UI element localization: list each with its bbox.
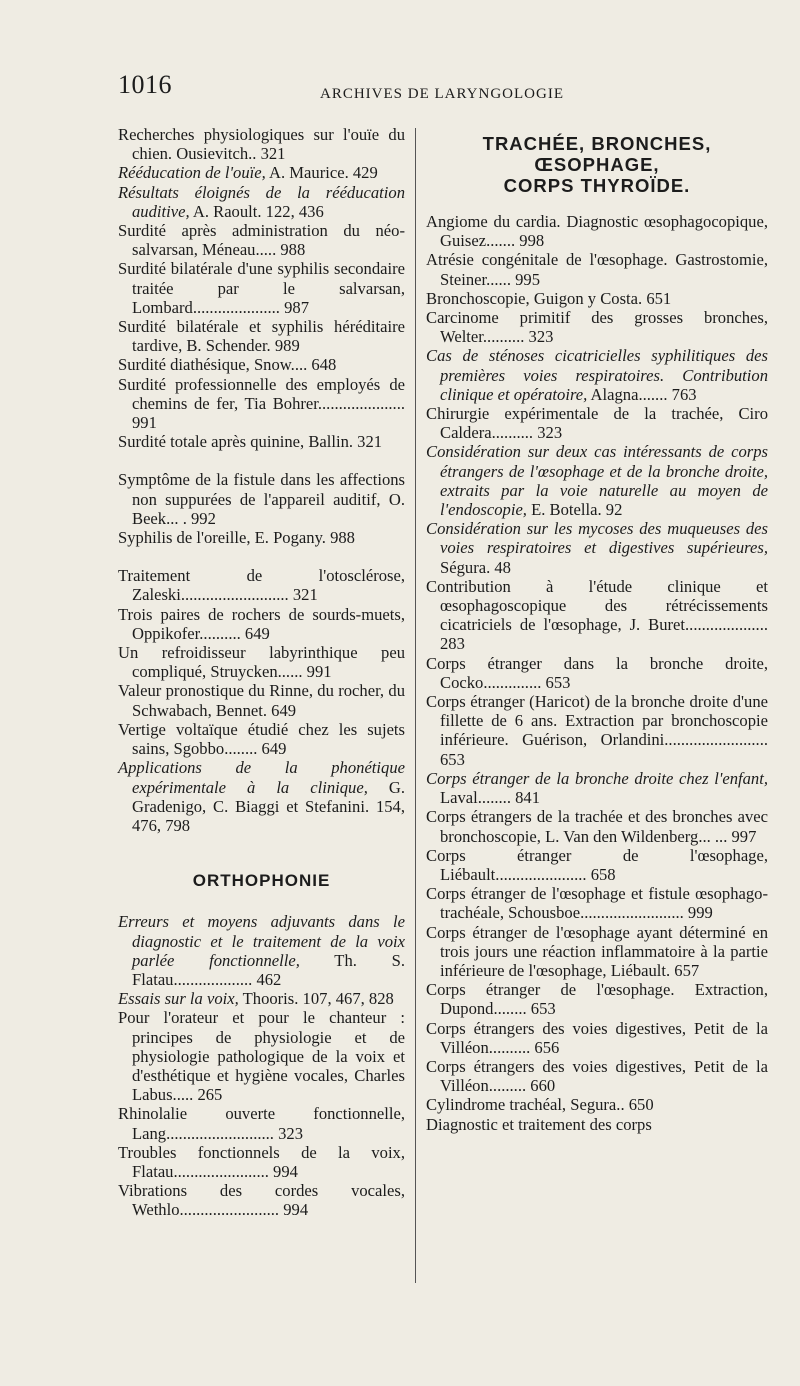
- entry-text: Corps étranger (Haricot) de la bronche droite d'une fillette de 6 ans. Extraction par bronchoscopie inférieure. Guérison, Orlandini.........................: [426, 692, 768, 750]
- section-title-line: TRACHÉE, BRONCHES,: [482, 133, 712, 154]
- entry-text: Corps étranger de l'œsophage ayant déterminé en trois jours une réaction inflammatoire à la partie inférieure de l'œsophage, Liébault.: [426, 922, 768, 980]
- index-entry: [426, 346, 768, 404]
- entry-page: 321: [288, 585, 318, 605]
- entry-page: 429: [348, 163, 378, 183]
- entry-text: Alagna.......: [587, 384, 668, 404]
- entry-text: Vertige voltaïque étudié chez les sujets sains, Sgobbo........: [118, 719, 405, 759]
- index-entry: [426, 1019, 768, 1057]
- index-entry: [118, 125, 405, 163]
- entry-text: Bronchoscopie, Guigon y Costa.: [426, 288, 643, 308]
- entry-text: Surdité après administration du néo-salvarsan, Méneau.....: [118, 221, 405, 260]
- entry-page: 649: [267, 700, 297, 720]
- entry-text: A. Raoult.: [189, 201, 262, 221]
- entry-text: Carcinome primitif des grosses bronches, Welter..........: [426, 308, 768, 347]
- entry-page: 999: [683, 903, 713, 923]
- entry-page: 122, 436: [261, 201, 324, 221]
- entry-title: Considération sur deux cas intéressants de corps étrangers de l'œsophage et de la bronche droite, extraits par la voie naturelle au moyen de l'endoscopie,: [426, 442, 768, 520]
- column-divider: [415, 128, 416, 1283]
- entry-title: Corps étranger de la bronche droite chez l'enfant,: [426, 768, 768, 788]
- entry-text: Surdité totale après quinine, Ballin.: [118, 432, 354, 452]
- index-entry: [426, 923, 768, 981]
- index-entry: [118, 259, 405, 317]
- index-entry: [426, 1115, 768, 1134]
- entry-page: 265: [193, 1085, 223, 1105]
- index-entry: [118, 355, 405, 374]
- index-entry: [118, 1143, 405, 1181]
- entry-page: 987: [279, 297, 309, 317]
- entry-page: 323: [273, 1123, 304, 1143]
- entry-page: 648: [307, 355, 337, 375]
- index-entry: [426, 519, 768, 577]
- entry-page: 989: [270, 336, 300, 356]
- entry-text: Thooris.: [238, 989, 299, 1009]
- entry-page: 991: [302, 662, 332, 682]
- index-entry: [118, 912, 405, 989]
- index-entry: [118, 317, 405, 355]
- index-entry: [118, 566, 405, 604]
- entry-page: 657: [670, 960, 700, 980]
- entry-page: 995: [510, 269, 541, 289]
- index-entry: [118, 643, 405, 681]
- right-entries: [426, 212, 768, 1134]
- entry-text: Traitement de l'otosclérose, Zaleski..........................: [118, 566, 405, 605]
- index-entry: [426, 308, 768, 346]
- entry-page: 988: [325, 528, 355, 548]
- entry-text: Atrésie congénitale de l'œsophage. Gastrostomie, Steiner......: [426, 250, 768, 289]
- left-entries-after: [118, 912, 405, 1219]
- entry-text: Trois paires de rochers de sourds-muets, Oppikofer..........: [118, 604, 405, 643]
- entry-title: Considération sur les mycoses des muqueuses des voies respiratoires et digestives supérieures,: [426, 519, 768, 558]
- entry-text: Contribution à l'étude clinique et œsophagoscopique des rétrécissements cicatriciels de l'œsophage, J. Buret....................: [426, 576, 768, 635]
- entry-text: Surdité professionnelle des employés de chemins de fer, Tia Bohrer.....................: [118, 374, 405, 413]
- index-entry: [118, 720, 405, 758]
- index-entry: [426, 1095, 768, 1114]
- index-entry: [118, 1008, 405, 1104]
- entry-page: 283: [440, 634, 465, 654]
- entry-page: 321: [353, 432, 383, 452]
- section-title-orthophonie: ORTHOPHONIE: [192, 871, 331, 891]
- entry-page: 650: [624, 1095, 654, 1115]
- index-entry: [426, 769, 768, 807]
- entry-text: Surdité diathésique, Snow....: [118, 355, 308, 375]
- entry-page: 992: [186, 508, 216, 528]
- entry-page: 660: [526, 1076, 556, 1096]
- entry-page: 651: [642, 288, 672, 308]
- entry-text: Corps étranger dans la bronche droite, Cocko..............: [426, 653, 768, 692]
- entry-page: 988: [276, 240, 306, 260]
- entry-title: Résultats éloignés de la rééducation auditive,: [118, 182, 405, 221]
- index-entry: [118, 1104, 405, 1142]
- index-entry: [118, 1181, 405, 1219]
- index-entry: [426, 654, 768, 692]
- entry-text: Pour l'orateur et pour le chanteur : principes de physiologie et de physiologie pathologique de la voix et d'esthétique et hygiène vocales, Charles Labus.....: [118, 1008, 405, 1105]
- entry-text: Rhinolalie ouverte fonctionnelle, Lang..........................: [118, 1104, 405, 1143]
- entry-text: Angiome du cardia. Diagnostic œsophagocopique, Guisez.......: [426, 212, 768, 251]
- entry-text: Ségura.: [440, 557, 491, 577]
- entry-text: Vibrations des cordes vocales, Wethlo........................: [118, 1181, 405, 1220]
- index-entry: [426, 212, 768, 250]
- left-column: [118, 125, 405, 1220]
- running-head: ARCHIVES DE LARYNGOLOGIE: [320, 86, 564, 102]
- index-entry: [118, 221, 405, 259]
- page-number: 1016: [118, 70, 172, 99]
- index-entry: [118, 183, 405, 221]
- right-column: [426, 125, 768, 1134]
- entry-text: Cylindrome trachéal, Segura..: [426, 1095, 625, 1115]
- entry-text: Symptôme de la fistule dans les affections non suppurées de l'appareil auditif, O. Beek... .: [118, 470, 405, 528]
- index-entry: [118, 605, 405, 643]
- entry-text: Th. S. Flatau...................: [132, 950, 405, 989]
- index-entry: [118, 989, 405, 1008]
- entry-text: Syphilis de l'oreille, E. Pogany.: [118, 528, 326, 548]
- index-entry: [118, 758, 405, 835]
- entry-text: Corps étrangers des voies digestives, Petit de la Villéon.........: [426, 1056, 768, 1096]
- entry-title: Applications de la phonétique expérimentale à la clinique,: [118, 758, 405, 797]
- entry-title: Erreurs et moyens adjuvants dans le diagnostic et le traitement de la voix parlée fonctionnelle,: [118, 912, 405, 970]
- entry-page: 991: [132, 413, 157, 433]
- entry-text: G. Gradenigo, C. Biaggi et Stefanini.: [132, 777, 405, 816]
- entry-page: 653: [541, 672, 571, 692]
- index-entry: [118, 163, 405, 182]
- entry-text: Recherches physiologiques sur l'ouïe du chien. Ousievitch..: [118, 125, 405, 164]
- index-entry: [118, 681, 405, 719]
- entry-page: 154, 476, 798: [132, 796, 406, 835]
- entry-page: 649: [240, 623, 270, 643]
- entry-text: Troubles fonctionnels de la voix, Flatau.......................: [118, 1142, 405, 1181]
- index-entry: [426, 980, 768, 1018]
- entry-text: Corps étranger de l'œsophage, Liébault......................: [426, 845, 768, 884]
- entry-page: 763: [667, 384, 697, 404]
- entry-text: Chirurgie expérimentale de la trachée, Ciro Caldera..........: [426, 404, 768, 443]
- entry-page: 323: [533, 423, 563, 443]
- entry-page: 653: [440, 749, 465, 769]
- entry-page: 994: [268, 1161, 298, 1181]
- section-title-line: ŒSOPHAGE,: [534, 154, 660, 175]
- index-entry: [426, 807, 768, 845]
- entry-text: Valeur pronostique du Rinne, du rocher, du Schwabach, Bennet.: [118, 681, 405, 720]
- entry-title: Rééducation de l'ouïe,: [118, 163, 266, 183]
- section-title-trachee: [426, 133, 768, 196]
- entry-text: Surdité bilatérale et syphilis héréditaire tardive, B. Schender.: [118, 317, 405, 356]
- index-entry: [426, 846, 768, 884]
- section-title-line: CORPS THYROÏDE.: [503, 175, 691, 196]
- index-entry: [426, 577, 768, 654]
- entry-page: 994: [279, 1200, 309, 1220]
- index-entry: [426, 692, 768, 769]
- entry-page: 653: [526, 999, 556, 1019]
- index-entry: [426, 442, 768, 519]
- index-entry: [426, 884, 768, 922]
- index-entry: [426, 289, 768, 308]
- index-entry: [118, 375, 405, 433]
- entry-text: Un refroidisseur labyrinthique peu compliqué, Struycken......: [118, 643, 405, 682]
- entry-page: 649: [257, 739, 287, 759]
- index-entry: [426, 404, 768, 442]
- entry-text: Diagnostic et traitement des corps: [426, 1114, 652, 1134]
- entry-title: Essais sur la voix,: [118, 989, 239, 1009]
- entry-page: 658: [586, 864, 616, 884]
- entry-page: 997: [727, 826, 757, 846]
- entry-text: A. Maurice.: [265, 163, 349, 183]
- entry-page: 998: [515, 231, 545, 251]
- entry-text: Corps étrangers des voies digestives, Petit de la Villéon..........: [426, 1018, 768, 1057]
- entry-text: E. Botella.: [526, 500, 602, 520]
- entry-page: 92: [601, 500, 623, 520]
- index-entry: [426, 1057, 768, 1095]
- index-entry: [118, 470, 405, 528]
- entry-text: Laval........: [440, 788, 511, 808]
- entry-page: 323: [524, 327, 554, 347]
- entry-text: Corps étrangers de la trachée et des bronches avec bronchoscopie, L. Van den Wildenberg... ...: [426, 807, 768, 846]
- entry-page: 321: [256, 144, 286, 164]
- index-entry: [426, 250, 768, 288]
- left-entries-before: [118, 125, 405, 835]
- entry-page: 48: [490, 557, 511, 577]
- entry-page: 462: [252, 969, 282, 989]
- index-entry: [118, 432, 405, 451]
- entry-text: Corps étranger de l'œsophage et fistule œsophago-trachéale, Schousboe.........................: [426, 884, 768, 923]
- entry-text: Surdité bilatérale d'une syphilis secondaire traitée par le salvarsan, Lombard.....................: [118, 259, 405, 317]
- entry-page: 841: [510, 788, 541, 808]
- entry-page: 656: [530, 1037, 560, 1057]
- entry-text: Corps étranger de l'œsophage. Extraction, Dupond........: [426, 980, 768, 1019]
- entry-page: 107, 467, 828: [298, 989, 394, 1009]
- entry-title: Cas de sténoses cicatricielles syphilitiques des premières voies respiratoires. Contribution clinique et opératoire,: [426, 346, 768, 404]
- index-entry: [118, 528, 405, 547]
